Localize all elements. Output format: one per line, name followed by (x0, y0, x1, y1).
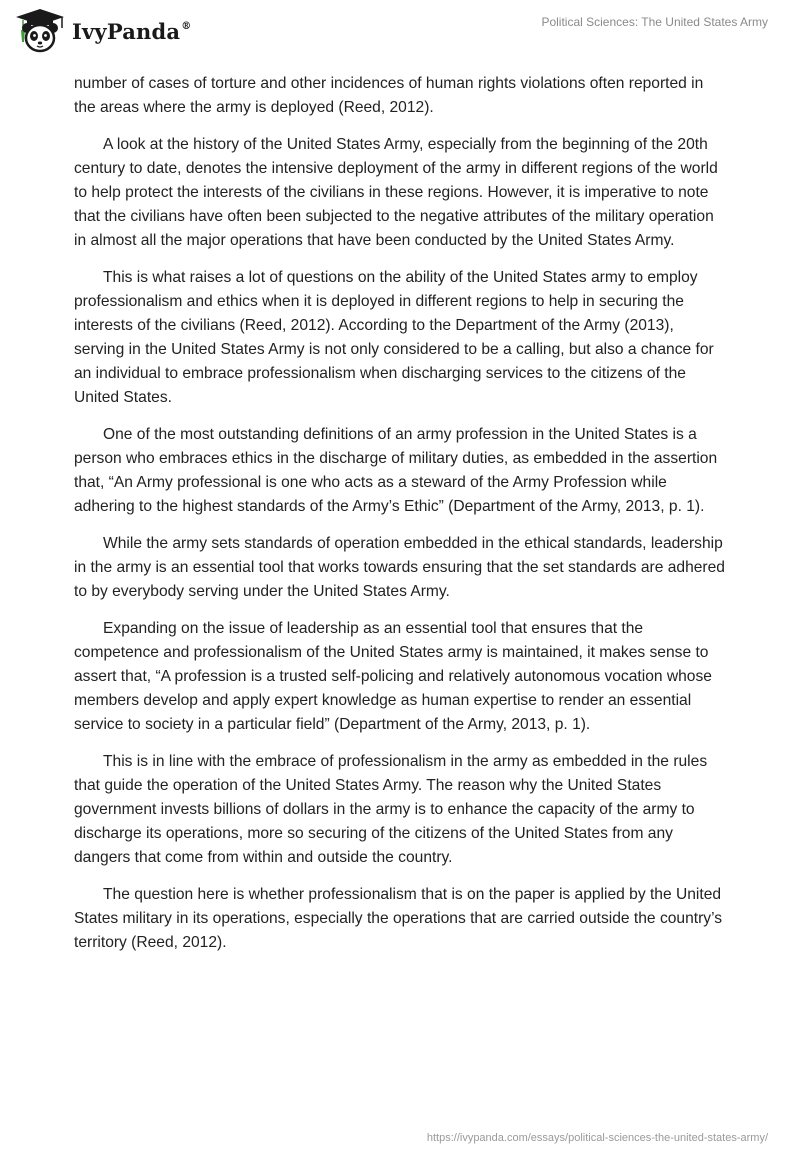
paragraph-8: The question here is whether professionalism that is on the paper is applied by the United States military in its operations, especially the operations that are carried outside the country’s territory (Reed, 2012). (74, 886, 723, 951)
source-url-link[interactable]: https://ivypanda.com/essays/political-sciences-the-united-states-army/ (426, 1132, 768, 1144)
paragraph-4: One of the most outstanding definitions of an army profession in the United States is a person who embraces ethics in the discharge of military duties, as embedded in the assertion that, “An Army professional is one who acts as a steward of the Army Profession while adhering to the highest standards of the Army’s Ethic” (Department of the Army, 2013, p. 1). (74, 426, 718, 515)
paragraph-6: Expanding on the issue of leadership as an essential tool that ensures that the competence and professionalism of the United States army is maintained, it makes sense to assert that, “A profession is a trusted self-policing and relatively autonomous vocation whose members develop and apply expert knowledge as human expertise to render an essential service to society in a particular field” (Department of the Army, 2013, p. 1). (74, 620, 712, 733)
brand-logo[interactable] (14, 8, 191, 54)
paragraph-2: A look at the history of the United States Army, especially from the beginning of the 20th century to date, denotes the intensive deployment of the army in different regions of the world to help protect the interests of the civilians in these regions. However, it is imperative to note that the civilians have often been subjected to the negative attributes of the military operation in almost all the major operations that have been conducted by the United States Army. (74, 136, 718, 249)
page-header (0, 0, 800, 64)
paragraph-5: While the army sets standards of operation embedded in the ethical standards, leadership in the army is an essential tool that works towards ensuring that the set standards are adhered to by everybody serving under the United States Army. (74, 535, 725, 600)
essay-body (74, 72, 726, 968)
paragraph-7: This is in line with the embrace of professionalism in the army as embedded in the rules that guide the operation of the United States Army. The reason why the United States government invests billions of dollars in the army is to enhance the capacity of the army to discharge its operations, more so securing of the citizens of the United States from any dangers that come from within and outside the country. (74, 753, 708, 866)
paragraph-1: number of cases of torture and other incidences of human rights violations often reported in the areas where the army is deployed (Reed, 2012). (74, 75, 704, 116)
paragraph-3: This is what raises a lot of questions on the ability of the United States army to employ professionalism and ethics when it is deployed in different regions to help in securing the interests of the civilians (Reed, 2012). According to the Department of the Army (2013), serving in the United States Army is not only considered to be a calling, but also a chance for an individual to embrace professionalism when discharging services to the citizens of the United States. (74, 269, 714, 406)
panda-graduate-icon (14, 8, 66, 54)
document-title: Political Sciences: The United States Army (541, 15, 768, 29)
brand-name: IvyPanda® (72, 18, 192, 44)
